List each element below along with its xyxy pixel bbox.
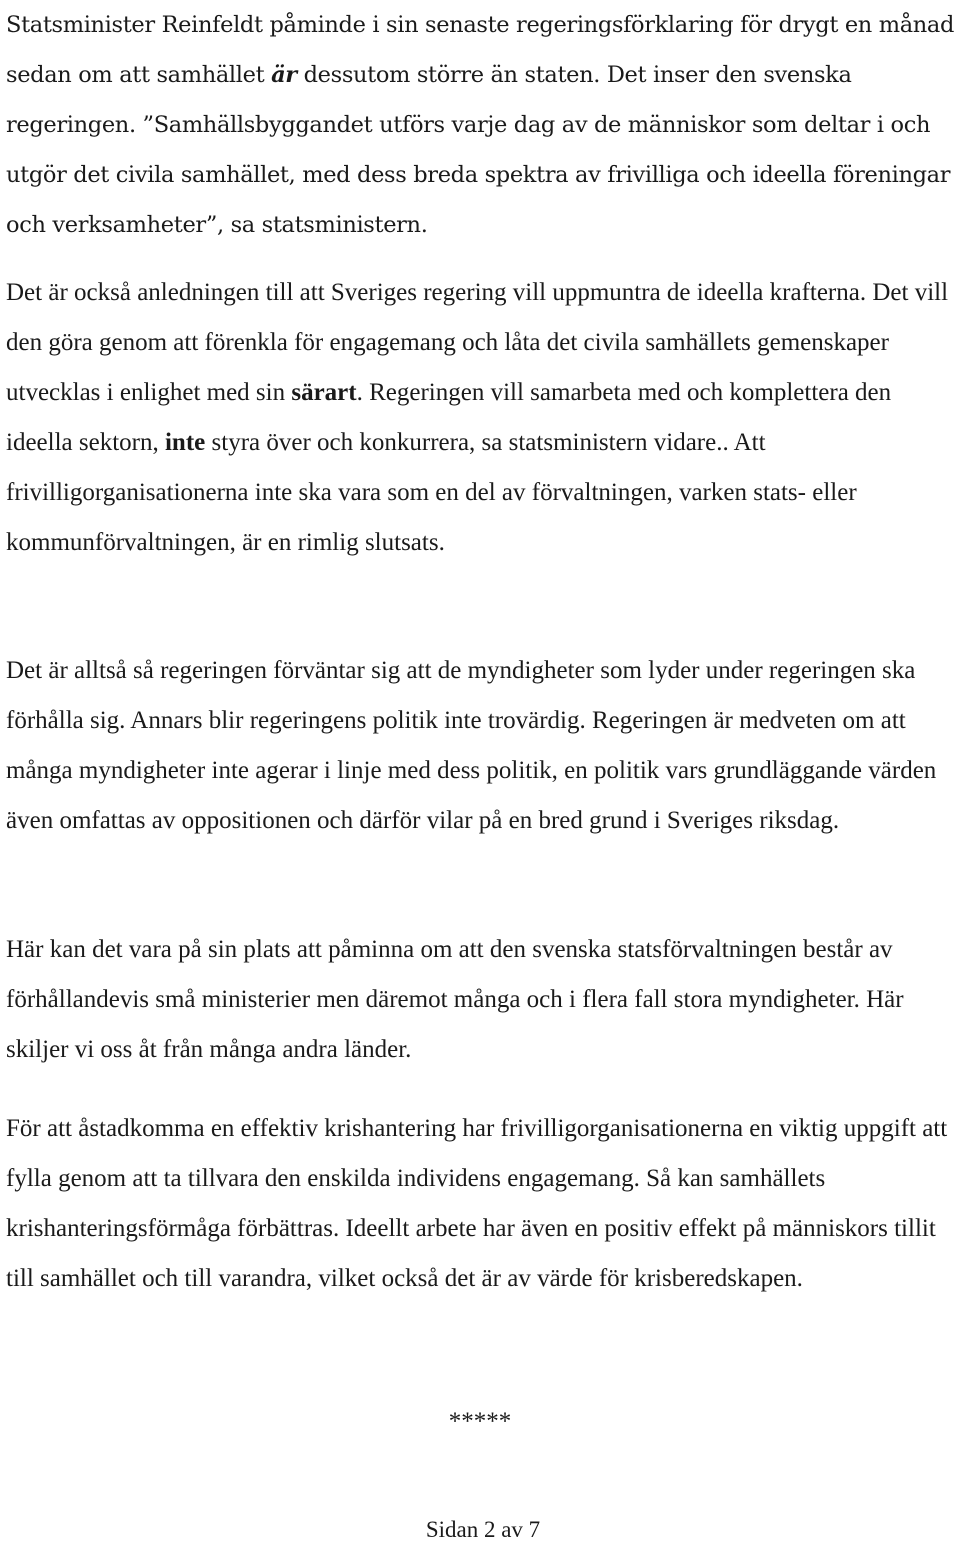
paragraph-krishantering: För att åstadkomma en effektiv krishantering har frivilligorganisationerna en viktig uppgift att fylla genom att ta tillvara den enskilda individens engagemang. Så kan samhällets krishanteringsförmåga förbättras. Ideellt arbete har även en positiv effekt på människors tillit till samhället och till varandra, vilket också det är av värde för krisberedskapen. xyxy=(6,1115,948,1292)
paragraph-text: Det är också anledningen till att Sveriges regering vill uppmuntra de ideella krafterna. Det vill den göra genom att förenkla för engagemang och låta det civila samhällets gemenskaper utvecklas i enlighet med sin xyxy=(6,279,949,406)
bold-word-sarart: särart xyxy=(291,379,357,406)
paragraph-myndigheter: Det är alltså så regeringen förväntar sig att de myndigheter som lyder under regeringen ska förhålla sig. Annars blir regeringens politik inte trovärdig. Regeringen är medveten om att många myndigheter inte agerar i linje med dess politik, en politik vars grundläggande värden även omfattas av oppositionen och därför vilar på en bred grund i Sveriges riksdag. xyxy=(6,657,937,834)
paragraph-statsforvaltningen: Här kan det vara på sin plats att påminna om att den svenska statsförvaltningen består av förhållandevis små ministerier men däremot många och i flera fall stora myndigheter. Här skiljer vi oss åt från många andra länder. xyxy=(6,936,904,1063)
paragraph-ideella-krafterna xyxy=(6,268,956,568)
paragraph-text: styra över och konkurrera, sa statsministern vidare.. Att frivilligorganisationerna inte ska vara som en del av förvaltningen, varken stats- eller kommunförvaltningen, är en rimlig slutsats. xyxy=(6,429,857,556)
bold-word-inte: inte xyxy=(164,429,206,456)
page-number-footer: Sidan 2 av 7 xyxy=(425,1517,541,1542)
paragraph-text: Statsminister Reinfeldt påminde i sin senaste regeringsförklaring för drygt en månad sedan om att samhället xyxy=(6,12,955,88)
emphasized-word: är xyxy=(271,62,297,88)
paragraph-reinfeldt-quote xyxy=(6,0,956,250)
section-separator: ***** xyxy=(448,1408,512,1435)
paragraph-text: dessutom större än staten. Det inser den svenska regeringen. ”Samhällsbyggandet utförs varje dag av de människor som deltar i och utgör det civila samhället, med dess breda spektra av frivilliga och ideella föreningar och verksamheter”, sa statsministern. xyxy=(6,62,951,238)
paragraph-text: . Regeringen vill samarbeta med och komplettera den ideella sektorn, xyxy=(6,379,892,456)
